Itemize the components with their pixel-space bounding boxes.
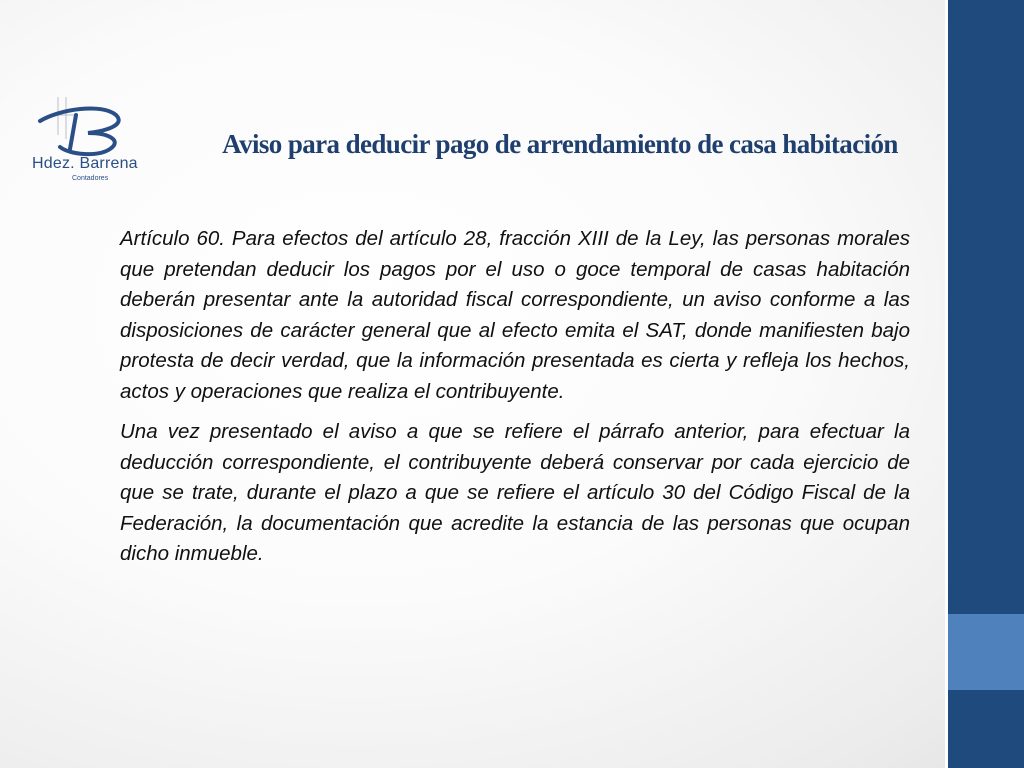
- logo-subtitle: Contadores: [72, 175, 109, 182]
- slide-title: Aviso para deducir pago de arrendamiento de casa habitación: [222, 129, 898, 159]
- decorative-sidebar-accent: [948, 614, 1024, 690]
- paragraph-deduction: Una vez presentado el aviso a que se refiere el párrafo anterior, para efectuar la deducción correspondiente, el contribuyente deberá conservar por cada ejercicio de que se trate, durante el plazo a que se refiere el artículo 30 del Código Fiscal de la Federación, la documentación que acredite la estancia de las personas que ocupan dicho inmueble.: [120, 420, 910, 565]
- logo-mark-icon: [30, 95, 142, 157]
- company-logo: [30, 95, 142, 195]
- slide-body: [120, 224, 910, 580]
- paragraph-article-60: Artículo 60. Para efectos del artículo 28, fracción XIII de la Ley, las personas morales que pretendan deducir los pagos por el uso o goce temporal de casas habitación deberán presentar ante la autoridad fiscal correspondiente, un aviso conforme a las disposiciones de carácter general que al efecto emita el SAT, donde manifiesten bajo protesta de decir verdad, que la información presentada es cierta y refleja los hechos, actos y operaciones que realiza el contribuyente.: [120, 227, 910, 403]
- logo-name: Hdez. Barrena: [32, 155, 138, 172]
